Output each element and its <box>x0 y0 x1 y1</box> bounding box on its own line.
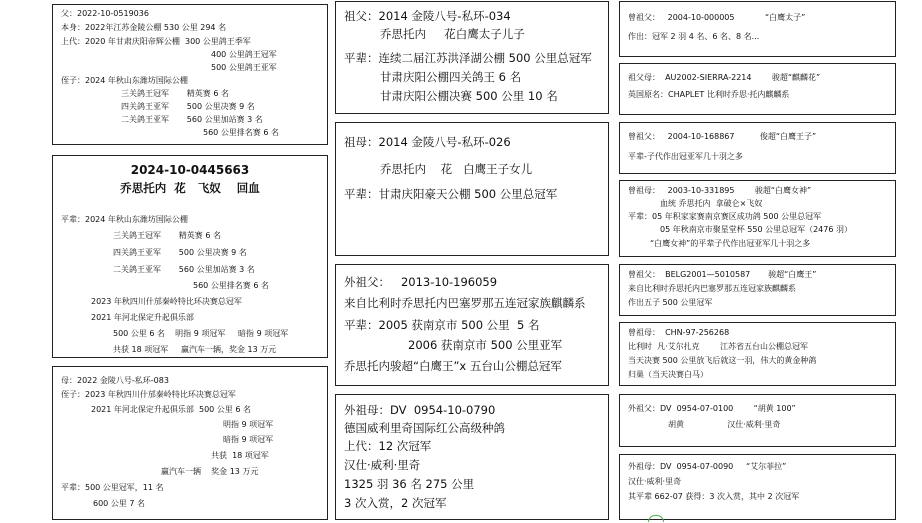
maternal-granddam-line: 1325 羽 36 名 275 公里 <box>344 477 475 491</box>
sire-nephew-line: 三关鸽王冠军 精英赛 6 名 <box>121 89 229 98</box>
sire-ancestor-line: 上代：2020 年甘肃庆阳帝辉公棚 300 公里鸽王季军 <box>61 37 251 46</box>
maternal-granddam-line: 汉仕·威利·里奇 <box>344 458 421 472</box>
dam-line: 侄子：2023 年秋四川什邡秦岭特比环决赛总冠军 <box>61 390 236 399</box>
great-granddam-3-ring: 曾祖母： CHN-97-256268 <box>628 328 730 337</box>
great-grandsire-3-line: 作出五子 500 公里冠军 <box>628 298 713 307</box>
great-granddam-4-line: 汉仕·威利·里奇 <box>628 477 682 486</box>
dam-line: 明指 9 项冠军 <box>223 420 274 429</box>
maternal-granddam-line: 德国威利里奇国际红公高级种鸽 <box>344 421 505 435</box>
great-granddam-3-box <box>619 322 896 386</box>
subject-line: 三关鸽王冠军 精英赛 6 名 <box>113 231 221 240</box>
great-granddam-2-line: 05 年秋南京市聚星堂杯 550 公里总冠军（2476 羽） <box>660 225 852 234</box>
maternal-grandsire-line: 来自比利时乔思托内巴塞罗那五连冠家族麒麟系 <box>344 296 586 310</box>
subject-line: 2023 年秋四川什邡秦岭特比环决赛总冠军 <box>91 297 242 306</box>
subject-line: 560 公里排名赛 6 名 <box>193 281 269 290</box>
subject-ring: 2024-10-0445663 <box>130 163 250 177</box>
sire-nephew-line: 四关鸽王亚军 500 公里决赛 9 名 <box>121 102 255 111</box>
green-arc-mark <box>648 515 664 522</box>
dam-box <box>52 366 328 520</box>
subject-line: 2021 年河北保定升起俱乐部 <box>91 313 194 322</box>
grandsire-line: 甘肃庆阳公棚四关鸽王 6 名 <box>380 70 522 84</box>
sire-nephew-line: 二关鸽王亚军 560 公里加站赛 3 名 <box>121 115 263 124</box>
grandsire-ring: 祖父：2014 金陵八号-私环-034 <box>344 9 511 23</box>
great-grandsire-4-ring: 外祖父：DV 0954-07-0100 “胡黄 100” <box>628 404 796 413</box>
great-granddam-3-line: 当天决赛 500 公里放飞后就这一羽，伟大的黄金种鸽 <box>628 356 817 365</box>
great-granddam-1-box <box>619 63 896 115</box>
great-granddam-2-ring: 曾祖母： 2003-10-331895 骏超“白鹰女神” <box>628 186 812 195</box>
subject-box <box>52 155 328 358</box>
great-grandsire-2-box <box>619 122 896 174</box>
subject-line: 500 公里 6 名 明指 9 项冠军 暗指 9 项冠军 <box>113 329 289 338</box>
grandsire-line: 乔思托内 花白鹰太子儿子 <box>380 27 525 41</box>
great-granddam-2-line: 血统 乔思托内 拿破仑×飞奴 <box>660 199 763 208</box>
grandsire-line: 甘肃庆阳公棚决赛 500 公里 10 名 <box>380 89 558 103</box>
dam-line: 暗指 9 项冠军 <box>223 435 274 444</box>
great-granddam-4-line: 其平辈 662-07 获得：3 次入赏，其中 2 次冠军 <box>628 492 800 501</box>
great-grandsire-3-box <box>619 264 896 316</box>
great-granddam-3-line: 比利时 凡·艾尔扎克 江苏省五台山公棚总冠军 <box>628 342 808 351</box>
great-grandsire-3-ring: 曾祖父： BELG2001—5010587 骏超“白鹰王” <box>628 270 817 279</box>
great-granddam-3-line: 归巢（当天决赛白马） <box>628 370 708 379</box>
sire-ring: 父：2022-10-0519036 <box>61 9 149 18</box>
dam-line: 平辈：500 公里冠军，11 名 <box>61 483 164 492</box>
dam-line: 共获 18 项冠军 <box>211 451 269 460</box>
great-grandsire-4-box <box>619 394 896 447</box>
great-grandsire-4-line: 胡黄 汉仕·威利·里奇 <box>668 420 781 429</box>
great-grandsire-2-ring: 曾祖父： 2004-10-168867 俊超“白鹰王子” <box>628 132 817 141</box>
sire-ancestor-line: 500 公里鸽王亚军 <box>211 63 277 72</box>
great-granddam-2-box <box>619 180 896 257</box>
sire-ancestor-line: 400 公里鸽王冠军 <box>211 50 277 59</box>
sire-nephew-line: 侄子：2024 年秋山东潍坊国际公棚 <box>61 76 188 85</box>
great-granddam-4-ring: 外祖母：DV 0954-07-0090 “艾尔菲拉” <box>628 462 787 471</box>
dam-line: 600 公里 7 名 <box>93 499 145 508</box>
maternal-grandsire-box <box>335 264 609 386</box>
great-granddam-1-ring: 祖父母： AU2002-SIERRA-2214 骏超“麒麟花” <box>628 73 821 82</box>
great-grandsire-2-line: 平辈-子代作出冠亚军几十羽之多 <box>628 152 743 161</box>
great-granddam-1-line: 英国原名：CHAPLET 比利时乔思·托内麒麟系 <box>628 90 790 99</box>
maternal-grandsire-line: 平辈：2005 获南京市 500 公里 5 名 <box>344 318 540 332</box>
maternal-granddam-line: 3 次入赏，2 次冠军 <box>344 496 447 510</box>
grandsire-box <box>335 1 609 114</box>
granddam-box <box>335 122 609 256</box>
great-grandsire-1-box <box>619 1 896 57</box>
maternal-granddam-ring: 外祖母：DV 0954-10-0790 <box>344 403 496 417</box>
maternal-grandsire-line: 2006 获南京市 500 公里亚军 <box>408 338 563 352</box>
sire-box <box>52 4 328 145</box>
great-granddam-4-box <box>619 454 896 520</box>
maternal-granddam-box <box>335 394 609 520</box>
sire-nephew-line: 560 公里排名赛 6 名 <box>203 128 279 137</box>
subject-line: 共获 18 项冠军 赢汽车一辆，奖金 13 万元 <box>113 345 277 354</box>
maternal-grandsire-line: 乔思托内骏超“白鹰王”x 五台山公棚总冠军 <box>344 359 562 373</box>
great-granddam-2-line: “白鹰女神”的平辈子代作出冠亚军几十羽之多 <box>650 239 811 248</box>
dam-ring: 母：2022 金陵八号-私环-083 <box>61 376 169 385</box>
maternal-grandsire-ring: 外祖父： 2013-10-196059 <box>344 275 498 289</box>
great-grandsire-1-line: 作出：冠军 2 羽 4 名、6 名、8 名... <box>628 32 760 41</box>
maternal-granddam-line: 上代：12 次冠军 <box>344 439 432 453</box>
grandsire-line: 平辈：连续二届江苏洪泽湖公棚 500 公里总冠军 <box>344 51 592 65</box>
great-grandsire-3-line: 来自比利时乔思托内巴塞罗那五连冠家族麒麟系 <box>628 284 796 293</box>
sire-self-result: 本身：2022年江苏金陵公棚 530 公里 294 名 <box>61 23 227 32</box>
subject-line: 二关鸽王亚军 560 公里加站赛 3 名 <box>113 265 255 274</box>
granddam-line: 乔思托内 花 白鹰王子女儿 <box>380 162 533 176</box>
dam-line: 赢汽车一辆 奖金 13 万元 <box>161 467 259 476</box>
granddam-line: 平辈：甘肃庆阳豪天公棚 500 公里总冠军 <box>344 187 558 201</box>
granddam-ring: 祖母：2014 金陵八号-私环-026 <box>344 135 511 149</box>
great-granddam-2-line: 平辈：05 年积家家赛南京赛区成功鸽 500 公里总冠军 <box>628 212 822 221</box>
subject-line: 平辈：2024 年秋山东潍坊国际公棚 <box>61 215 188 224</box>
great-grandsire-1-ring: 曾祖父： 2004-10-000005 “白鹰太子” <box>628 13 806 22</box>
subject-line: 四关鸽王亚军 500 公里决赛 9 名 <box>113 248 247 257</box>
dam-line: 2021 年河北保定升起俱乐部 500 公里 6 名 <box>91 405 251 414</box>
subject-name: 乔思托内 花 飞奴 回血 <box>120 181 260 195</box>
